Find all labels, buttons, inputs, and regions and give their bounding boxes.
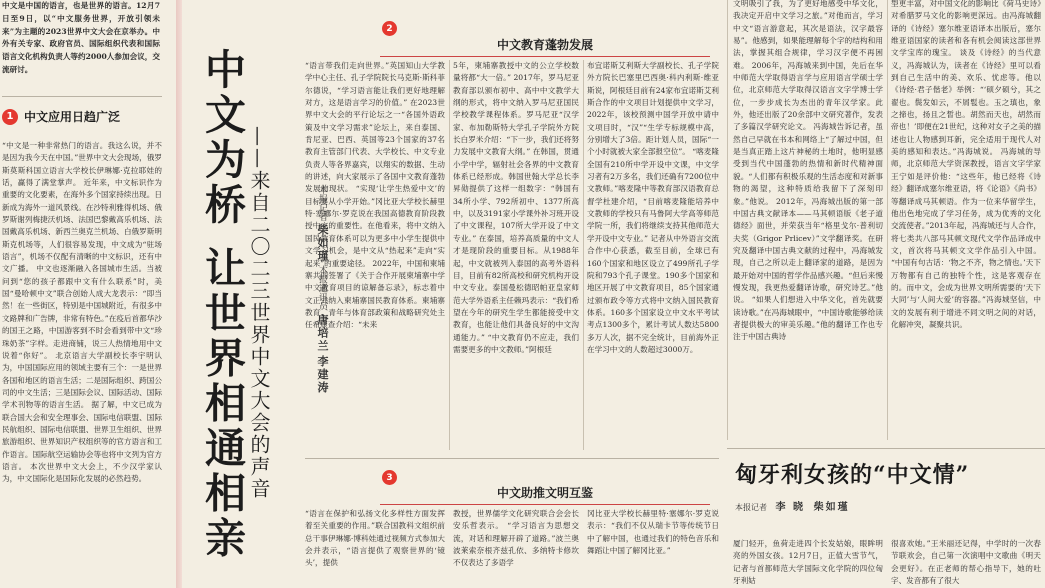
byline-role: 本报记者 xyxy=(317,185,327,221)
section2-number-badge: 2 xyxy=(382,21,397,36)
right-block-rule xyxy=(727,0,728,440)
reporter-name-1: 柴如瑾 xyxy=(316,223,329,263)
story2-byline xyxy=(735,498,850,513)
story2-reporter-1: 李 晓 xyxy=(775,502,806,513)
section1-number-badge: 1 xyxy=(2,109,18,125)
story2-top-divider xyxy=(727,448,1045,449)
story2-reporter-2: 柴如瑾 xyxy=(813,502,850,513)
main-headline: 中文为桥 让世界相通相亲 xyxy=(198,48,246,562)
section3-title: 中文助推文明互鉴 xyxy=(380,484,710,505)
section2-col2: 5年，柬埔寨教授中文的公立学校数量将都“大一倍。” 2017年，罗马尼亚教育部以颁布初中、高中中文教学大纲的形式，将中文纳入罗马尼亚国民学校教学课程体系。罗马尼亚“汉学家、布加勒斯特大学孔子学院外方院长白罗米介绍：“下一步，我们还将努力发展中文教育大纲。” 在韩国，贯通小学中学，辐射社会各界的中文教育体系已经形成。韩国世翰大学总长李昇勋提供了这样一组数字：“韩国有34所小学、792所初中、1377所高中，以及3191家小学课外补习班开设了中文课程，107所大学开设了中文专业。” 在泰国，培养高质量的中文人才是现阶段的重要目标。从1988年起，中文就被列入泰国的高考外语科目，目前有82所高校和研究机构开设中文专业。泰国曼松德昭帕亚皇家师范大学外语系主任赖玛表示：“我们希望在今年的研究生学生都能接受中文教育，也能让他们具备良好的中文沟通能力。” “中文教育仍不应走，我们需要更多的中文教师。”阿根廷 xyxy=(453,61,579,354)
section3-col3: 冈比亚大学校长赫里特·塞娜尔·罗克说表示：“我们不仅从瑞卡节等传统节日中了解中国，也通过我们的特色音乐和舞蹈让中国了解冈比亚。” xyxy=(587,509,719,556)
section3-number-badge: 3 xyxy=(382,470,397,485)
section3-col2: 教授，世界儒学文化研究联合会会长安乐哲表示。 “学习语言为思想交流，对话和理解开辟了道路。”波兰奥波莱索奈根齐兹孔依、多纳特卡修坎不仅表达了多语学 xyxy=(453,509,579,568)
right-story-rule xyxy=(887,0,888,440)
headline-subtitle: ——来自二〇二三世界中文大会的声音 xyxy=(247,126,271,500)
section2-col3: 布宜诺斯艾利斯大学副校长、孔子学院外方院长巴塞里巴西奥·科内利斯·维亚斯说，阿根廷目前有24家布宜诺斯艾利斯合作的中文项目计划提供中文学习，2022年，该校预测中国学开放中请中文项目时，“汉”“生学专标规模中高，分别增大了3倍。距计划人员，国际“一个小时就被大家全部报空位”。 “喀麦隆全国有210所中学开设中文课，中文学习者有2万多名，我们还确有7200位中文教师。”喀麦隆中等教育部汉语教育总督学杜建介绍，“目前喀麦隆能培养中文教师的学校只有马鲁阿大学高等师范学院一所，我们将继续支持其他师范大学开设中文专业。” 记者从中外语言交流合作中心获悉，截至目前，全球已有160个国家和地区设立了499所孔子学院和793个孔子课堂。190多个国家和地区开展了中文教育项目，85个国家通过颁布政令等方式将中文纳入国民教育体系。160多个国家设立中文水平考试考点1300多个，累计考试人数达5800多万人次，据不完全统计，目前海外正在学习中文的人数超过3000万。 xyxy=(587,61,719,354)
lead-divider xyxy=(2,96,162,97)
right-story-col2: 型更丰富，对中国文化的影响比《荷马史诗》对希腊罗马文化的影响更深远。由冯海城翻译的《诗经》塞尔维亚语译本出版后，塞尔维亚语国家的读者和各有机会阅读这部世界文学宝库的瑰宝。 谈及《诗经》的当代意义，冯海城认为，读者在《诗经》里可以看到自己生活中的美、欢乐、忧虑等。他以《诗经·君子偕老》举例：“‘硕夕硕兮，其之翟也。鬓发如云，不屑髢也。玉之瑱也，象之揥也，扬且之皙也。胡然而天也，胡然而帝也！’即便在21世纪，这种对女子之美的描述也让人物感到耳新，完全适用于现代人对美的感知和表达。”冯海城说。 冯海城的导师，北京师范大学资深教授，语言文字学家王宁如是评价他：“这些年，他已经将《诗经》翻译成塞尔维亚语，将《论语》《尚书》等翻译成马其顿语。作为一位来华留学生，他出色地完成了学习任务，成为优秀的文化交流使者。”2013年起，冯海城还与人合作，将七类共八部马其顿文现代文学作品译成中文，首次将马其顿文文学作品引入中国。 “中国有句古话：‘物之不齐，物之情也。’天下万物都有自己的独特个性，这是客观存在的。而中文，会成为世界文明所需要的‘天下大同’与‘人间大爱’的容器。”冯海城坚信，中文的发展有利于增进不同文明之间的对话，化解冲突，凝聚共识。 xyxy=(891,0,1041,329)
story2-col1: 厦门轻开，鱼荷走进四个长发姑娘，眼眸明亮的外国女孩。12月7日，正值大雪节气，记者与首都师范大学国际文化学院的四位匈牙利姑 xyxy=(733,539,883,586)
section3-col1: “语言在保护和弘扬文化多样性方面发挥着至关重要的作用。”联合国教科文组织前总干事伊琳娜·博科娃通过视频方式参加大会并表示，“语言提供了观察世界的‘镜头’，提供 xyxy=(305,509,445,568)
section2-rule-1 xyxy=(449,60,450,450)
lead-paragraph: 中文是中国的语言，也是世界的语言。12月7日至9日，以“中文服务世界，开放引领未来”为主题的2023世界中文大会在京举办。中外有关专家、政府官员、国际组织代表和国际语言文化机构负责人等约2000人参加会议，交流研讨。 xyxy=(2,1,160,74)
section2-rule-2 xyxy=(583,60,584,450)
section1-heading xyxy=(2,108,120,125)
story2-byline-role: 本报记者 xyxy=(735,503,767,512)
reporter-name-2: 唐培兰 xyxy=(316,313,329,353)
section1-body: “中文是一种非常热门的语言。我这么说，并不是因为我今天在中国。”世界中文大会现场，俄罗斯莫斯科国立语言大学校长伊琳娜·克拉耶娃的话，赢得了满堂掌声。 近年来，中文标识作为重要的文化要素，在海外多个国家持续出现。日新成为海外一道风景线。在沙特利雅得机场、俄罗斯谢列梅捷沃机场、法国巴黎戴高乐机场、法国戴高乐机场、新西兰奥克兰机场、白俄罗斯明斯克机场等，人们很容易发现，中文成为“驻场语言”，机场不仅配有清晰的中文标识，还有中文广播。 中文也逐渐融入各国城市生活。当被问到“您的孩子都跟中文有什么联系”时，美国“曼哈顿中文”联合创始人成大龙表示：“即当然！在一些街区，特别是中国城附近，有很多中文路牌和广告牌，非常有特色。”在疫后首都华沙的国王之路，中国游客到不时会看到带中文“珍珠奶茶”字样。走进商铺，说三人热情地用中文说着“你好”。 北京语言大学副校长李宇明认为，中国国际应用的领域主要有三个：一是世界各国和地区的语言生活；二是国际组织、跨国公司的中文生活；三是国际会议、国际活动、国际学术刊物等的语言生活。 据了解，中文已成为联合国大会和安全理事会、国际电信联盟、国际民航组织、国际电信联盟、世界卫生组织、世界旅游组织、世界知识产权组织等的官方语言和工作语言。国际航空运输协会等也将中文列为官方语言。 本次世界中文大会上，不少汉学家认为，中文国际化是国际化发展的必然趋势。 xyxy=(2,141,162,484)
byline-role-2: 本报通讯员 xyxy=(317,265,327,311)
reporter-name-3: 李建涛 xyxy=(316,355,329,395)
section2-title: 中文教育蓬勃发展 xyxy=(380,36,710,57)
fold-strip xyxy=(176,0,182,588)
section2-bottom-divider xyxy=(305,458,719,459)
right-story-col1: 文明吸引了我，为了更好地感受中华文化，我决定开启中文学习之旅。”对他而言，学习中文“语言游意起，其次是语法，汉字最容易”。他感到，如果能理解每个字的结构和用法，掌握其组合规律，学习汉字便不再困难。 2006年，冯海城来到中国，先后在华中师范大学取得语言学与应用语言学硕士学位，北京师范大学取得汉语言文字学博士学位，一步步成长为杰出的青年汉学家。此外，他还出版了20余部中文研究著作，发表了多篇汉学研究论文。 冯海城告诉记者，虽然自己早就在书本和网络上“了解过中国，但是当真正踏上这片神秘的土地时，他明显感受到当代中国蓬勃的热情和新时代精神面貌。“人们都有积极乐观的生活态度和对新事物的渴望，这种特质给我留下了深刻印象。”他说。 2012年，冯海城出版的第一部中国古典文献译本——马其顿语版《老子道德经》面世，并荣获当年“格里戈尔·普利切夫奖（Grigor Prlicev）”文学翻译奖。在研究及翻译中国古典文献的过程中，冯海城发现，自己之所以走上翻译家的道路，是因为最开始对中国的哲学作品感兴趣。“但后来慢慢发现，我更热爱翻译诗歌，研究诗艺。”他说。 “如果人们想进入中华文化，首先就要读诗歌。”在冯海城眼中，“中国诗歌能够给读者提供极大的审美乐趣。”他的翻译工作也专注于中国古典诗 xyxy=(733,0,883,342)
section2-col1: “语言带我们走向世界。”英国知山大学教学中心主任、孔子学院院长马克斯·斯科菲尔德说，“学习语言能让我们更好地理解对方，这是语言学习的价值。” 在2023世界中文大会的平行论坛之一“各国外语政策及中文学习需求”论坛上，来自泰国、肯尼亚、巴西、英国等23个国家的37名教育主管部门代表、大学校长、中文专业负责人等各界嘉宾，以翔实的数据、生动的讲述，向大家展示了各国中文教育蓬勃发展的现状。 “实现‘让学生热爱中文’的目标要从小学开始。”冈比亚大学校长赫里特·塞娜尔·罗克说在我国高德教育阶段教授中文的重要性。在他看来，将中文纳入国民教育体系可以为更多中小学生提供中文学习机会，是中文从“热起来”走向“实起来”的重要途径。 2022年，中国和柬埔寨共同签署了《关于合作开展柬埔寨中学中文教育项目的谅解备忘录》，标志着中文正式纳入柬埔寨国民教育体系。柬埔寨教育、青年与体育部政策和战略研究处主任希康查介绍：“未来 xyxy=(305,61,445,330)
story2-col2: 很喜欢她。”王米丽还记得，中学时的一次春节联欢会，自己第一次演唱中文歌曲《明天会更好》。在正老师的帮心指导下，她的吐字、发音都有了很大 xyxy=(891,539,1041,586)
story2-headline: 匈牙利女孩的“中文情” xyxy=(735,462,970,488)
section1-title: 中文应用日趋广泛 xyxy=(24,110,121,124)
